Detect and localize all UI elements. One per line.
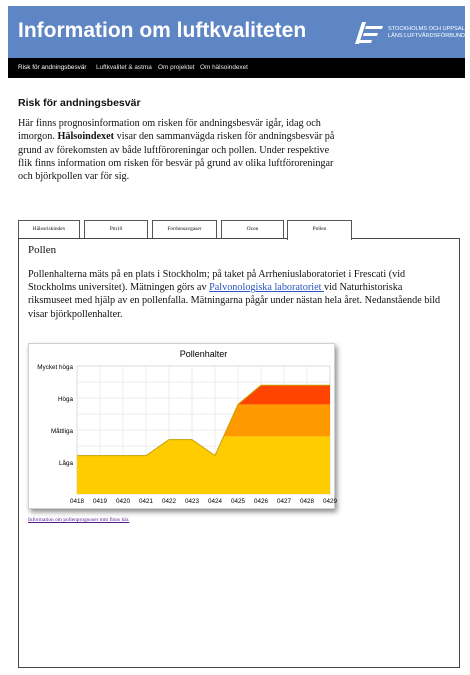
logo-text xyxy=(388,26,468,40)
x-tick-label: 0424 xyxy=(207,498,223,505)
y-tick-label: Mycket höga xyxy=(37,364,73,371)
intro-text-end: visar den sammanvägda risken för andningsbesvär på grund av förekomsten av både luftföroreningar och pollen. Under respektive flik finns information om risken för besvär på grund av olika luftföroreningar och björkpollen var för sig. xyxy=(18,131,335,183)
x-tick-label: 0425 xyxy=(230,498,246,505)
x-tick-label: 0428 xyxy=(299,498,315,505)
x-tick-label: 0418 xyxy=(69,498,85,505)
site-header xyxy=(8,6,469,58)
logo-line-2: LÄNS LUFTVÅRDSFÖRBUND xyxy=(388,33,466,39)
pollen-info-link[interactable]: Information om pollenprognoser mm finns här. xyxy=(28,517,130,523)
nav-item-om-projektet[interactable]: Om projektet xyxy=(158,64,195,71)
nav-item-luftkvalitet[interactable]: Luftkvalitet & astma xyxy=(96,64,152,71)
palynologiska-link[interactable]: Palvonologiska laboratoriet xyxy=(209,282,324,294)
panel-title: Pollen xyxy=(28,244,57,256)
logo-line-1: STOCKHOLMS OCH UPPSALA xyxy=(388,26,469,32)
intro-text xyxy=(18,117,336,183)
tab-pollen[interactable]: Pollen xyxy=(287,220,352,240)
x-tick-label: 0419 xyxy=(92,498,108,505)
panel-text xyxy=(28,268,448,321)
tab-panel-pollen xyxy=(18,238,460,668)
tab-pm10[interactable]: Pm10 xyxy=(84,220,148,238)
panel-text-end: vid Naturhistoriska riksmuseet med hjälp av en pollenfalla. Mätningarna pågår under nästan hela året. Nedanstående bild visar björkpollenhalter. xyxy=(28,282,441,320)
x-tick-label: 0426 xyxy=(253,498,269,505)
tab-halsoriskindex[interactable]: Hälsoriskindex xyxy=(18,220,80,238)
y-tick-label: Låga xyxy=(58,460,73,467)
main-nav xyxy=(8,58,465,78)
x-tick-label: 0427 xyxy=(276,498,292,505)
y-tick-label: Höga xyxy=(57,396,73,403)
site-title: Information om luftkvaliteten xyxy=(18,19,307,42)
nav-item-risk[interactable]: Risk för andningsbesvär xyxy=(18,64,87,71)
x-tick-label: 0421 xyxy=(138,498,154,505)
x-tick-label: 0420 xyxy=(115,498,131,505)
panel-text-start: Pollenhalterna mäts på en plats i Stockholm; på taket på Arrheniuslaboratoriet i Frescati (vid Stockholms universitet). Mätningen görs av xyxy=(28,269,406,294)
x-tick-label: 0422 xyxy=(161,498,177,505)
intro-text-start: Här finns prognosinformation om risken för andningsbesvär igår, idag och imorgon. xyxy=(18,118,321,143)
tab-fordonsavgaser[interactable]: Fordonsavgaser xyxy=(152,220,217,238)
pollen-chart-svg xyxy=(29,344,338,508)
nav-item-om-halsoindexet[interactable]: Om hälsoindexet xyxy=(200,64,248,71)
intro-text-bold: Hälsoindexet xyxy=(57,131,115,143)
x-tick-label: 0429 xyxy=(322,498,338,505)
tab-ozon[interactable]: Ozon xyxy=(221,220,284,238)
lvf-logo-icon xyxy=(350,20,384,46)
page-title: Risk för andningsbesvär xyxy=(18,97,141,109)
pollen-chart xyxy=(28,343,338,509)
y-tick-label: Måttliga xyxy=(50,428,73,435)
x-tick-label: 0423 xyxy=(184,498,200,505)
chart-title: Pollenhalter xyxy=(179,349,228,359)
